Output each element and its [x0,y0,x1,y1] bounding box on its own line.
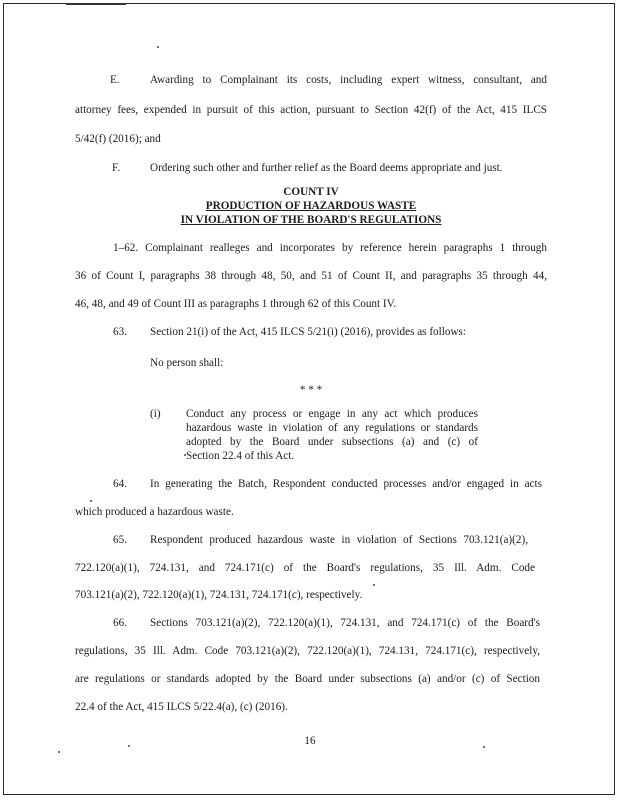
scan-speck [90,500,92,502]
paragraph-63-text: Section 21(i) of the Act, 415 ILCS 5/21(i) (2016), provides as follows: [150,326,467,338]
paragraph-66-line-2: regulations, 35 Ill. Adm. Code 703.121(a)(2), 722.120(a)(1), 724.131, 724.171(c), respectively, [75,645,540,657]
quote-label: (i) [150,408,161,420]
quote-line-2: hazardous waste in violation of any regulations or standards [186,422,478,434]
paragraph-1-62-line-2: 36 of Count I, paragraphs 38 through 48, 50, and 51 of Count II, and paragraphs 35 through 44, [75,270,547,282]
scan-speck [157,46,159,48]
quote-line-1: Conduct any process or engage in any act which produces [186,408,478,420]
count-subheading-2: IN VIOLATION OF THE BOARD'S REGULATIONS [180,214,442,226]
item-e-line-1: Awarding to Complainant its costs, including expert witness, consultant, and [150,74,547,86]
quote-line-3: adopted by the Board under subsections (a) and (c) of [186,436,478,448]
scan-speck [373,584,375,586]
quote-line-4: Section 22.4 of this Act. [186,450,295,462]
item-e-line-2: attorney fees, expended in pursuit of this action, pursuant to Section 42(f) of the Act, 415 ILCS [75,104,547,116]
paragraph-64-line-2: which produced a hazardous waste. [75,506,234,518]
paragraph-65-line-3: 703.121(a)(2), 722.120(a)(1), 724.131, 724.171(c), respectively. [75,589,363,601]
item-f-label: F. [112,162,121,174]
page-number: 16 [304,735,316,747]
paragraph-1-62-line-1: 1–62. Complainant realleges and incorporates by reference herein paragraphs 1 through [113,242,547,254]
scan-speck [128,745,130,747]
no-person-shall: No person shall: [150,357,224,369]
scan-speck [58,751,60,753]
item-e-label: E. [110,74,120,86]
paragraph-65-line-2: 722.120(a)(1), 724.131, and 724.171(c) of the Board's regulations, 35 Ill. Adm. Code [75,562,535,574]
count-subheading-1: PRODUCTION OF HAZARDOUS WASTE [205,200,417,212]
paragraph-1-62-line-3: 46, 48, and 49 of Count III as paragraphs 1 through 62 of this Count IV. [75,298,397,310]
ellipsis-marker: * * * [299,384,323,396]
paragraph-66-number: 66. [113,617,127,629]
item-f-text: Ordering such other and further relief as the Board deems appropriate and just. [150,162,503,174]
paragraph-65-number: 65. [113,534,127,546]
paragraph-66-line-1: Sections 703.121(a)(2), 722.120(a)(1), 724.131, and 724.171(c) of the Board's [150,617,540,629]
count-heading: COUNT IV [283,186,339,198]
item-e-line-3: 5/42(f) (2016); and [75,133,161,145]
paragraph-64-number: 64. [113,478,127,490]
paragraph-64-line-1: In generating the Batch, Respondent conducted processes and/or engaged in acts [150,478,542,490]
paragraph-65-line-1: Respondent produced hazardous waste in violation of Sections 703.121(a)(2), [150,534,528,546]
paragraph-66-line-3: are regulations or standards adopted by the Board under subsections (a) and/or (c) of Section [75,673,540,685]
scan-speck [483,746,485,748]
paragraph-66-line-4: 22.4 of the Act, 415 ILCS 5/22.4(a), (c) (2016). [75,701,288,713]
top-scan-mark [66,3,126,5]
paragraph-63-number: 63. [113,326,127,338]
